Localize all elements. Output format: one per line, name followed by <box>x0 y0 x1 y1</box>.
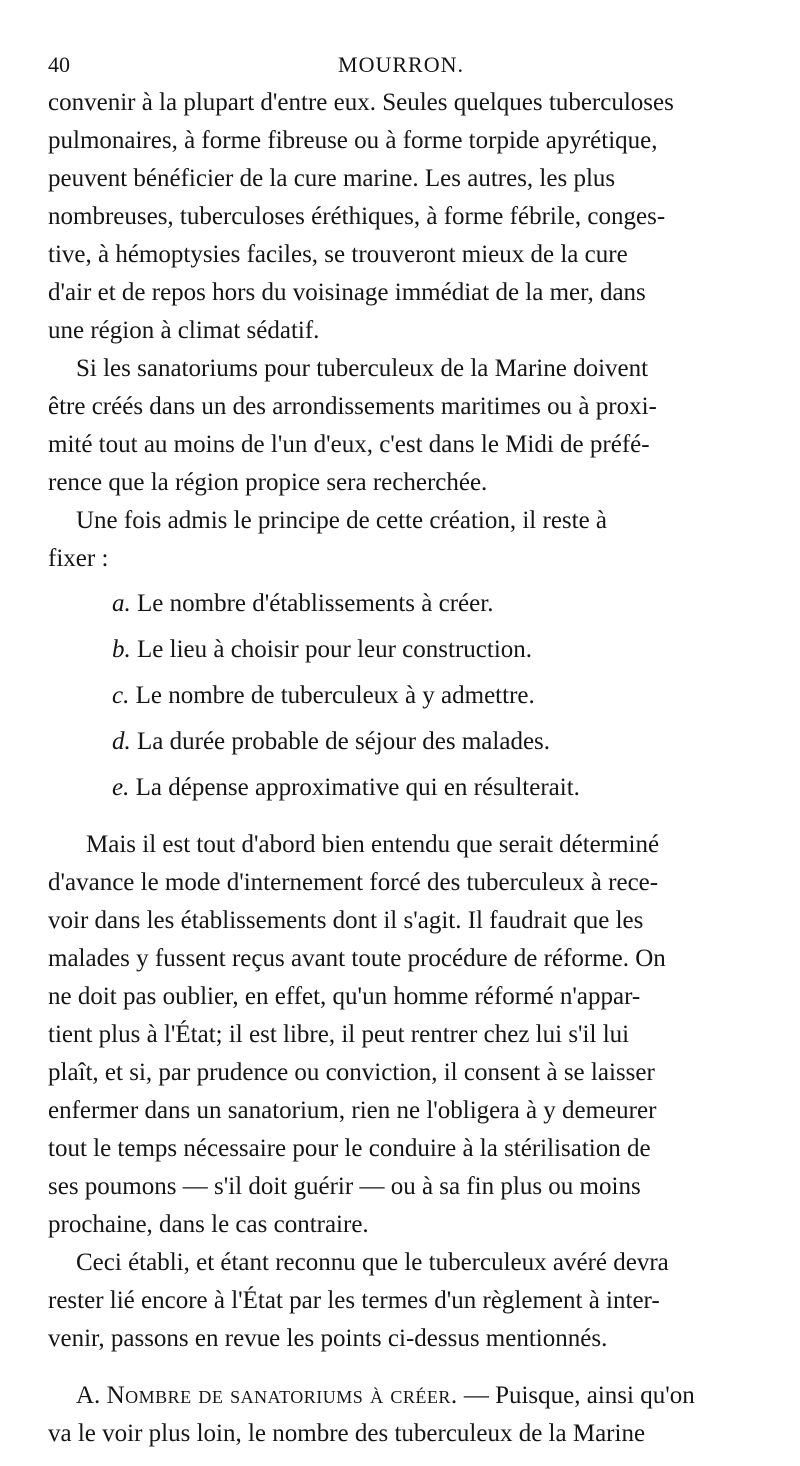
list-item <box>112 772 580 804</box>
text-line: plaît, et si, par prudence ou conviction, il consent à se laisser <box>48 1059 655 1086</box>
list-item <box>112 680 535 712</box>
section-heading-line <box>76 1380 752 1412</box>
text-line: rence que la région propice sera recherchée. <box>48 469 488 496</box>
list-marker: b. <box>112 636 131 663</box>
page-number: 40 <box>48 52 70 77</box>
list-marker: d. <box>112 728 131 755</box>
text-line: pulmonaires, à forme fibreuse ou à forme torpide apyrétique, <box>48 127 658 154</box>
text-line: mité tout au moins de l'un d'eux, c'est dans le Midi de préfé- <box>48 431 650 458</box>
text-line: malades y fussent reçus avant toute procédure de réforme. On <box>48 945 666 972</box>
text-line: voir dans les établissements dont il s'agit. Il faudrait que les <box>48 907 644 934</box>
list-item-text: Le nombre d'établissements à créer. <box>137 590 494 617</box>
list-item <box>112 634 532 666</box>
section-label: A. <box>76 1382 101 1409</box>
text-line: nombreuses, tuberculoses éréthiques, à forme fébrile, conges- <box>48 203 666 230</box>
page-header <box>48 52 754 82</box>
text-line: tive, à hémoptysies faciles, se trouveront mieux de la cure <box>48 241 628 268</box>
text-line: va le voir plus loin, le nombre des tuberculeux de la Marine <box>48 1420 646 1447</box>
section-heading: Nombre de sanatoriums à créer. <box>106 1382 458 1409</box>
text-line: ne doit pas oublier, en effet, qu'un homme réformé n'appar- <box>48 983 641 1010</box>
text-line: Ceci établi, et étant reconnu que le tuberculeux avéré devra <box>76 1249 669 1276</box>
text-line: être créés dans un des arrondissements maritimes ou à proxi- <box>48 393 657 420</box>
section-dash: — <box>463 1382 489 1409</box>
text-line: tient plus à l'État; il est libre, il peut rentrer chez lui s'il lui <box>48 1021 630 1048</box>
section-text: Puisque, ainsi qu'on <box>495 1382 695 1409</box>
text-line: d'air et de repos hors du voisinage immédiat de la mer, dans <box>48 279 646 306</box>
text-line: prochaine, dans le cas contraire. <box>48 1211 369 1238</box>
text-line: d'avance le mode d'internement forcé des tuberculeux à rece- <box>48 869 659 896</box>
text-line: rester lié encore à l'État par les termes d'un règlement à inter- <box>48 1287 660 1314</box>
text-line: fixer : <box>48 545 109 572</box>
text-line: Une fois admis le principe de cette création, il reste à <box>76 507 608 534</box>
list-item <box>112 726 550 758</box>
text-line: venir, passons en revue les points ci-dessus mentionnés. <box>48 1325 608 1352</box>
list-item-text: La durée probable de séjour des malades. <box>137 728 551 755</box>
text-line: Mais il est tout d'abord bien entendu que serait déterminé <box>86 831 660 858</box>
text-line: Si les sanatoriums pour tuberculeux de la Marine doivent <box>76 355 649 382</box>
list-item-text: Le lieu à choisir pour leur construction. <box>137 636 533 663</box>
list-item <box>112 588 493 620</box>
text-line: tout le temps nécessaire pour le conduire à la stérilisation de <box>48 1135 651 1162</box>
running-title: MOURRON. <box>338 52 464 77</box>
text-line: peuvent bénéficier de la cure marine. Les autres, les plus <box>48 165 616 192</box>
list-marker: e. <box>112 774 130 801</box>
list-marker: c. <box>112 682 130 709</box>
list-item-text: La dépense approximative qui en résulterait. <box>135 774 580 801</box>
text-line: une région à climat sédatif. <box>48 317 320 344</box>
list-marker: a. <box>112 590 131 617</box>
text-line: enfermer dans un sanatorium, rien ne l'obligera à y demeurer <box>48 1097 657 1124</box>
text-line: ses poumons — s'il doit guérir — ou à sa fin plus ou moins <box>48 1173 641 1200</box>
list-item-text: Le nombre de tuberculeux à y admettre. <box>135 682 535 709</box>
text-line: convenir à la plupart d'entre eux. Seules quelques tuberculoses <box>48 89 674 116</box>
